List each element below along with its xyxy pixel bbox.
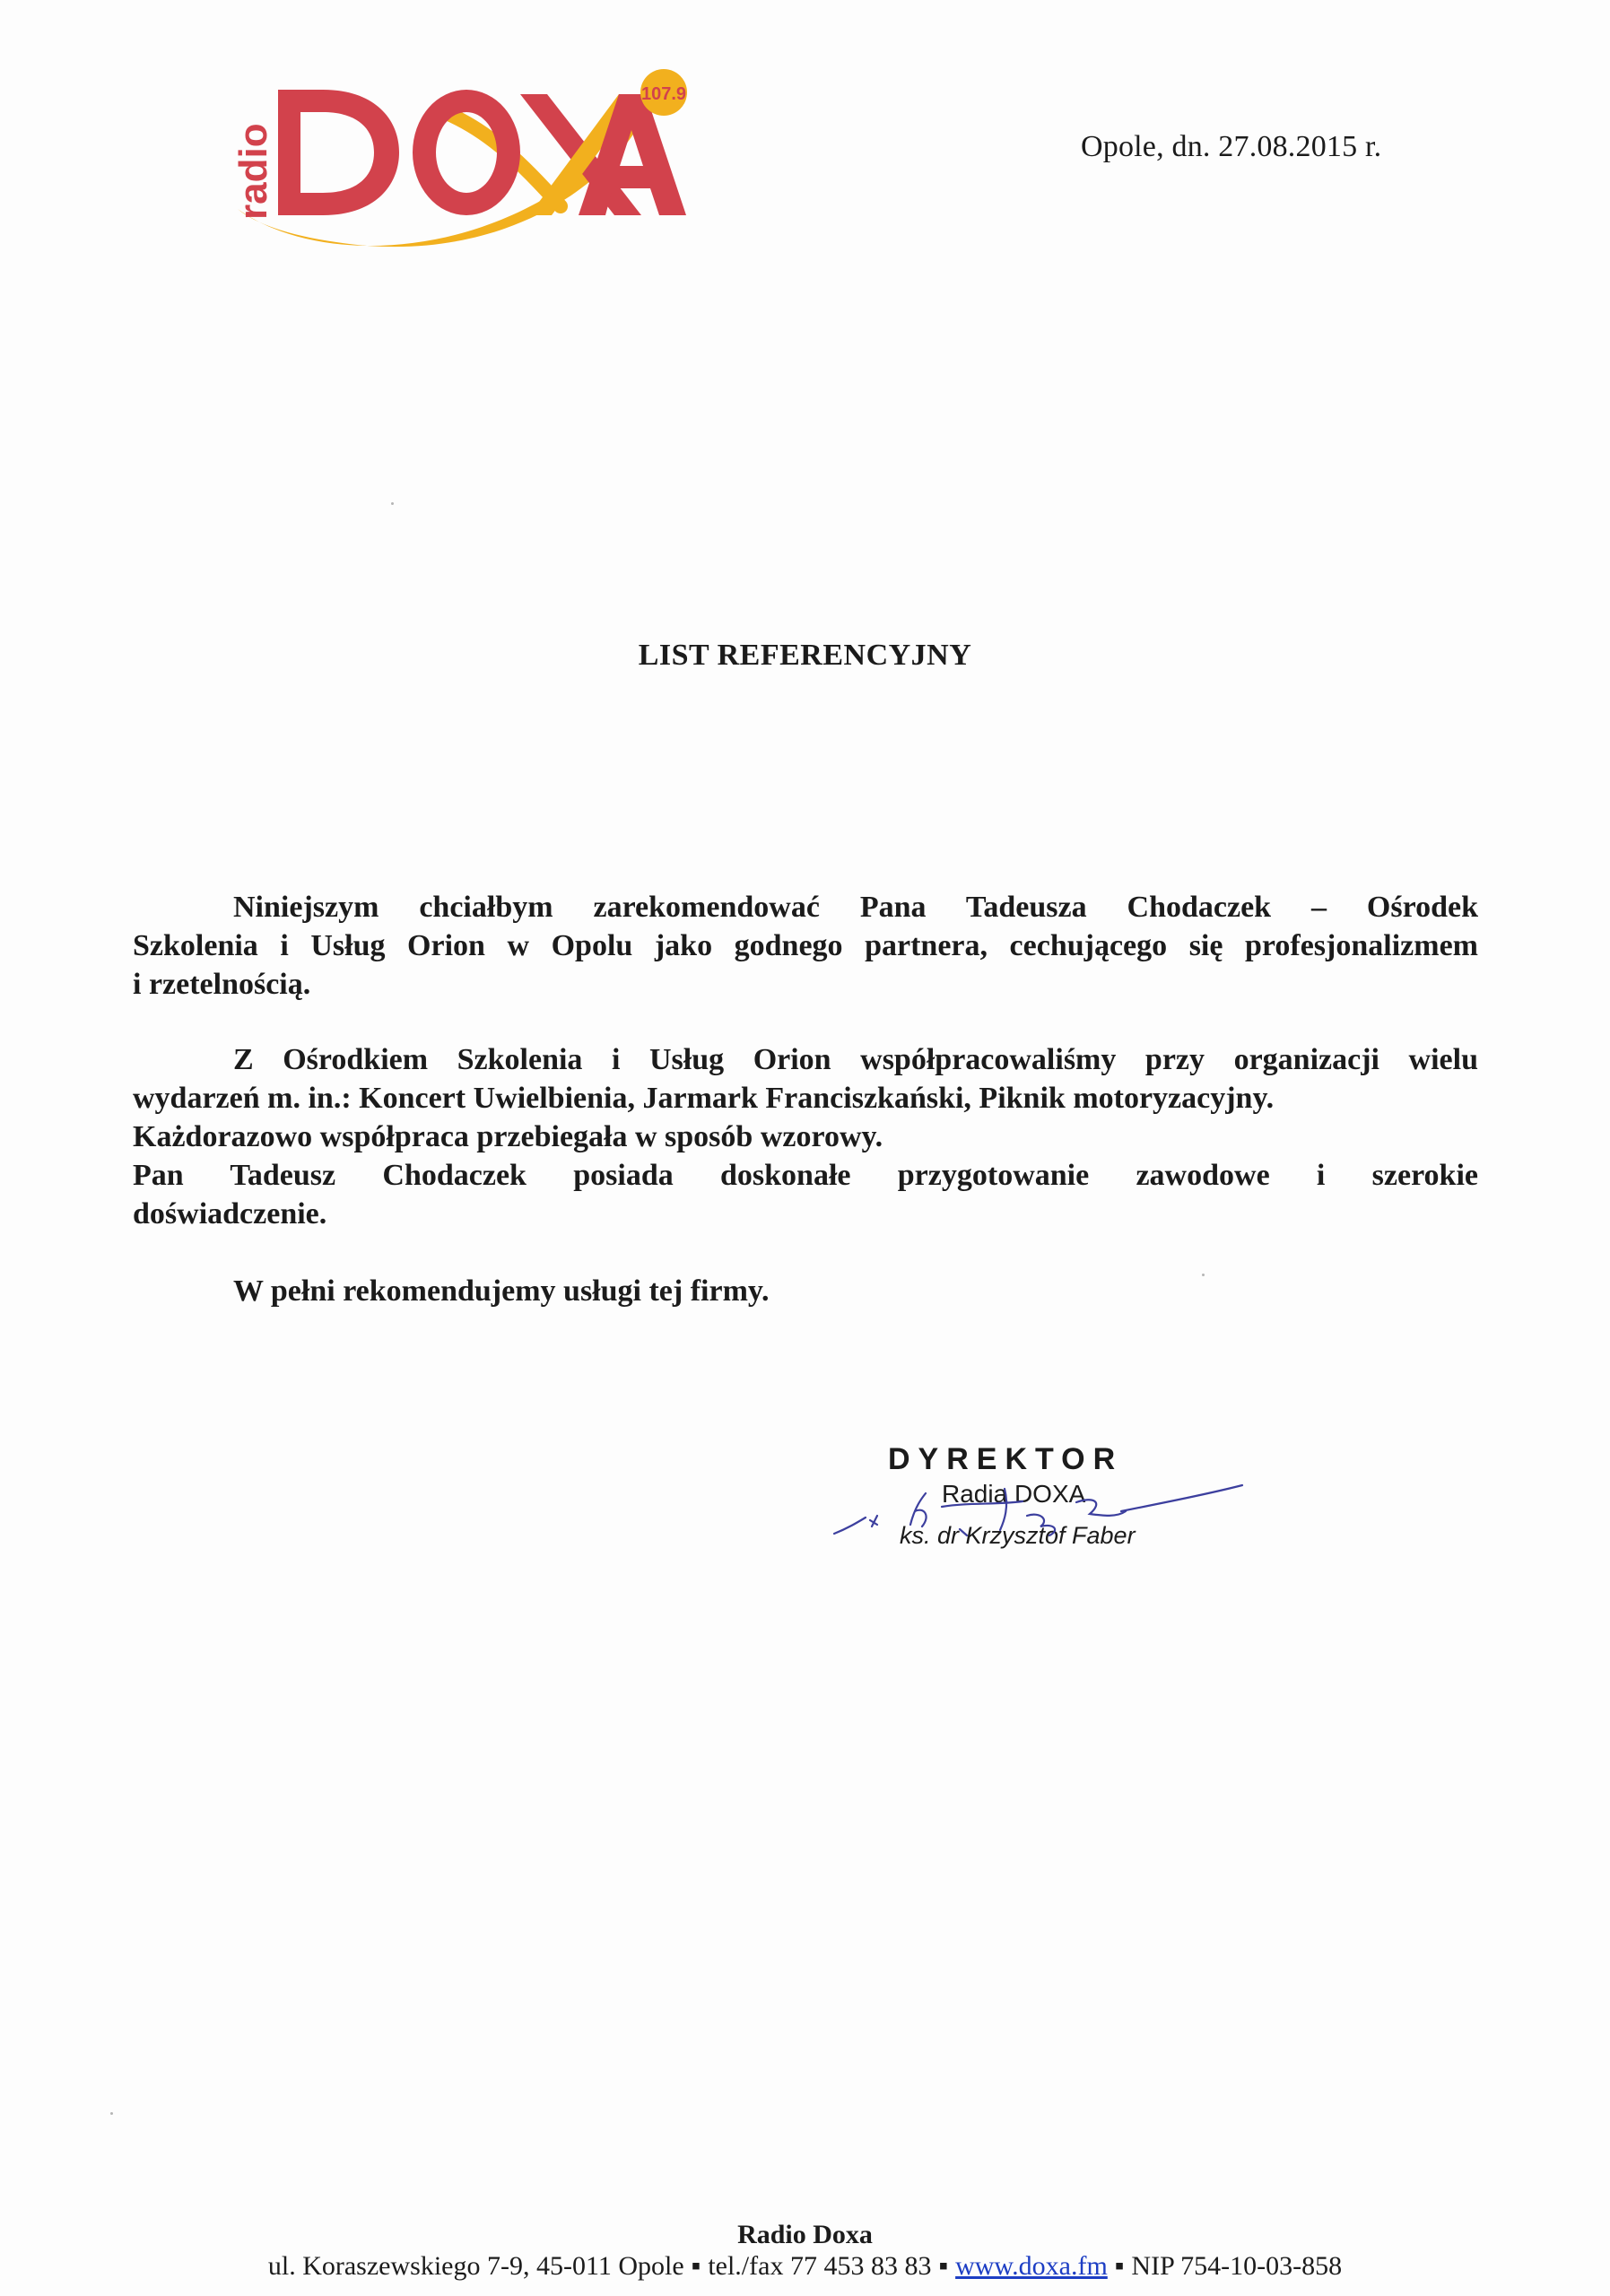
logo-brand-word: DOXA <box>220 49 222 50</box>
paragraph-line: Pan Tadeusz Chodaczek posiada doskonałe przygotowanie zawodowe i szerokie <box>133 1159 1478 1192</box>
letter-date: Opole, dn. 27.08.2015 r. <box>1081 130 1382 163</box>
footer-separator: ▪ <box>938 2251 949 2281</box>
scan-speck <box>1202 1274 1205 1276</box>
footer-separator: ▪ <box>1114 2251 1125 2281</box>
logo-radio-word: radio <box>231 123 275 220</box>
footer-contact <box>0 2251 1610 2282</box>
signature-title: DYREKTOR <box>888 1442 1124 1476</box>
footer-separator: ▪ <box>691 2251 701 2281</box>
scan-speck <box>391 502 394 505</box>
scan-speck <box>110 2112 113 2115</box>
footer-address: ul. Koraszewskiego 7-9, 45-011 Opole <box>267 2251 684 2281</box>
footer-company-name: Radio Doxa <box>737 2220 873 2249</box>
logo-frequency: 107.9 <box>640 84 687 104</box>
paragraph-closing <box>133 1272 1478 1310</box>
handwritten-signature <box>825 1471 1247 1570</box>
footer-website-link[interactable]: www.doxa.fm <box>955 2251 1108 2281</box>
signature-organization: Radia DOXA <box>942 1480 1086 1508</box>
paragraph-line: Niniejszym chciałbym zarekomendować Pana Tadeusza Chodaczek – Ośrodek <box>233 891 1478 924</box>
paragraph-line: i rzetelnością. <box>133 968 311 1001</box>
paragraph-line: Z Ośrodkiem Szkolenia i Usług Orion współpracowaliśmy przy organizacji wielu <box>233 1043 1478 1076</box>
document-title: LIST REFERENCYJNY <box>638 639 972 672</box>
paragraph-line: W pełni rekomendujemy usługi tej firmy. <box>233 1274 770 1308</box>
paragraph-line: doświadczenie. <box>133 1197 327 1231</box>
paragraph-line: Szkolenia i Usług Orion w Opolu jako godnego partnera, cechującego się profesjonalizmem <box>133 929 1478 962</box>
paragraph-line: wydarzeń m. in.: Koncert Uwielbienia, Jarmark Franciszkański, Piknik motoryzacyjny. <box>133 1082 1275 1115</box>
radio-doxa-logo <box>220 49 722 256</box>
footer-phone: tel./fax 77 453 83 83 <box>708 2251 932 2281</box>
paragraph-recommendation <box>133 888 1478 1004</box>
paragraph-cooperation <box>133 1040 1478 1233</box>
footer-nip: NIP 754-10-03-858 <box>1131 2251 1343 2281</box>
signature-name: ks. dr Krzysztof Faber <box>900 1522 1136 1549</box>
paragraph-line: Każdorazowo współpraca przebiegała w sposób wzorowy. <box>133 1120 883 1153</box>
